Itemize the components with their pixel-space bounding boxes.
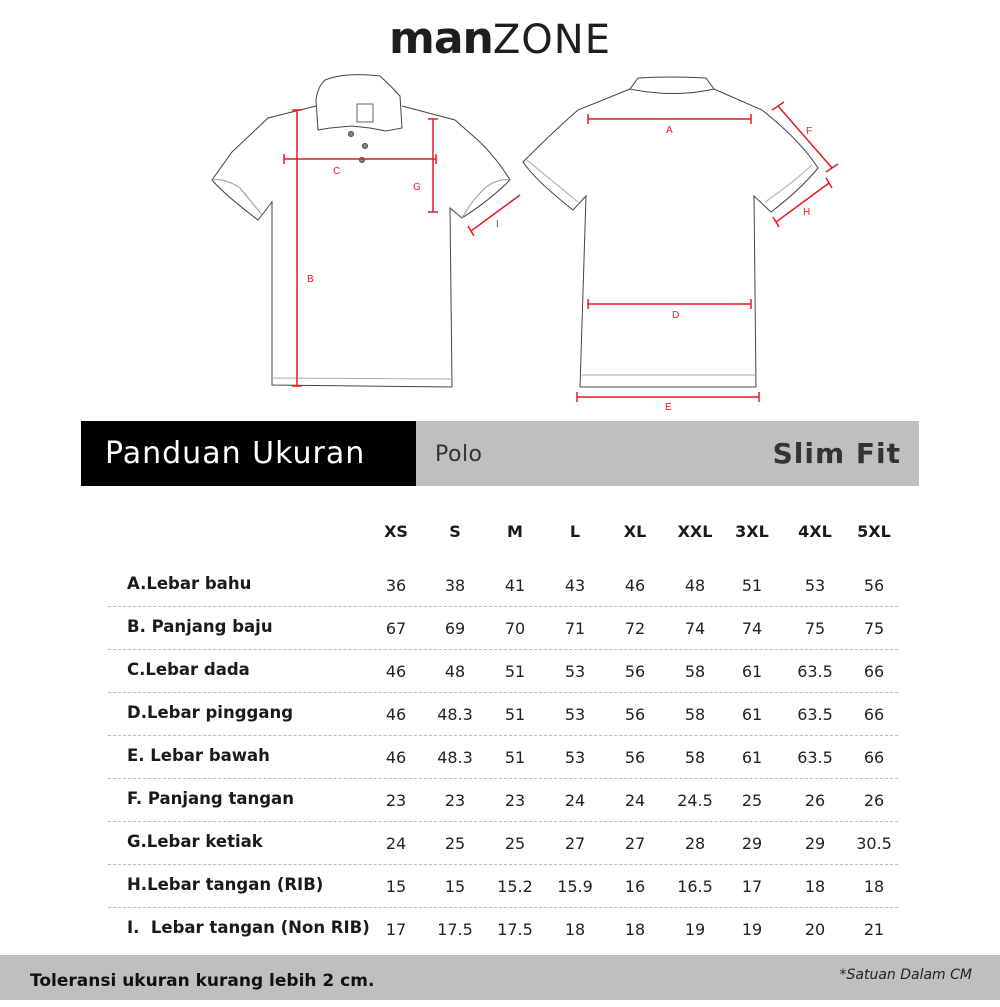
measurement-value: 29 [804,834,826,853]
measurement-value: 16 [624,877,646,896]
measurement-value: 48 [684,576,706,595]
measurement-value: 75 [804,619,826,638]
measurement-value: 17 [385,920,407,939]
tolerance-note: Toleransi ukuran kurang lebih 2 cm. [30,971,375,991]
measurement-value: 53 [564,705,586,724]
measurement-value: 30.5 [856,834,892,853]
measure-label-i: I [496,219,499,230]
measurement-value: 66 [863,705,885,724]
measurement-value: 53 [804,576,826,595]
measurement-value: 58 [684,705,706,724]
unit-note: *Satuan Dalam CM [839,967,972,983]
table-row [110,736,900,779]
measure-label-f: F [806,126,813,137]
measurement-value: 58 [684,748,706,767]
measurement-value: 18 [863,877,885,896]
measurement-value: 18 [804,877,826,896]
measurement-value: 27 [564,834,586,853]
measurement-value: 24 [564,791,586,810]
measurement-value: 61 [741,705,763,724]
brand-logo-part2: ZONE [492,17,611,63]
measurement-value: 15 [444,877,466,896]
measurement-value: 51 [504,705,526,724]
measurement-value: 23 [385,791,407,810]
measurement-value: 20 [804,920,826,939]
size-header: XXL [677,522,713,541]
measurement-value: 17.5 [437,920,473,939]
measurement-value: 74 [741,619,763,638]
measurement-value: 17 [741,877,763,896]
measure-label-a: A [666,125,673,136]
measurement-value: 48 [444,662,466,681]
measurement-value: 27 [624,834,646,853]
size-header: S [449,522,461,541]
measurement-value: 71 [564,619,586,638]
table-row [110,908,900,951]
size-header: XS [384,522,408,541]
measurement-value: 53 [564,662,586,681]
measurement-value: 26 [863,791,885,810]
measurement-value: 24 [624,791,646,810]
measurement-value: 29 [741,834,763,853]
measure-label-d: D [672,310,680,321]
measurement-label: G.Lebar ketiak [127,832,263,851]
measure-label-h: H [803,207,811,218]
measurement-value: 56 [624,705,646,724]
polo-measurement-diagram [200,65,850,415]
measurement-value: 63.5 [797,705,833,724]
measurement-value: 28 [684,834,706,853]
measurement-value: 75 [863,619,885,638]
table-row [110,822,900,865]
measurement-value: 41 [504,576,526,595]
measurement-label: D.Lebar pinggang [127,703,294,722]
footer-bar [0,955,1000,1000]
measurement-value: 25 [444,834,466,853]
measurement-value: 72 [624,619,646,638]
measurement-value: 43 [564,576,586,595]
measurement-value: 58 [684,662,706,681]
measurement-value: 63.5 [797,662,833,681]
measurement-value: 48.3 [437,748,473,767]
front-measure-lines [284,110,520,386]
measurement-value: 61 [741,662,763,681]
back-shirt-outline [523,77,818,387]
measurement-value: 18 [624,920,646,939]
table-row [110,650,900,693]
table-row [110,693,900,736]
measurement-value: 46 [385,705,407,724]
banner-title: Panduan Ukuran [81,421,416,486]
measurement-value: 17.5 [497,920,533,939]
measurement-value: 15.9 [557,877,593,896]
measurement-label: H.Lebar tangan (RIB) [127,875,324,894]
measurement-value: 15 [385,877,407,896]
table-row [110,564,900,607]
front-shirt-outline [212,75,510,387]
brand-logo-part1: man [389,13,493,64]
size-header: L [569,522,581,541]
measurement-value: 21 [863,920,885,939]
measurement-value: 48.3 [437,705,473,724]
product-type: Polo [435,442,483,467]
measurement-value: 19 [741,920,763,939]
table-row [110,607,900,650]
measurement-value: 63.5 [797,748,833,767]
fit-type: Slim Fit [772,437,901,470]
brand-logo [0,14,1000,65]
measurement-value: 66 [863,748,885,767]
table-row [110,865,900,908]
size-header: XL [623,522,647,541]
size-guide-banner [81,421,919,486]
measurement-label: C.Lebar dada [127,660,250,679]
measurement-label: F. Panjang tangan [127,789,294,808]
measurement-value: 51 [741,576,763,595]
measurement-value: 53 [564,748,586,767]
measure-label-b: B [307,274,314,285]
measurement-value: 56 [624,662,646,681]
measurement-label: B. Panjang baju [127,617,273,636]
measurement-value: 25 [741,791,763,810]
measure-label-c: C [333,166,341,177]
measurement-value: 46 [385,662,407,681]
measure-label-g: G [413,182,421,193]
back-measure-lines [577,102,838,402]
table-row [110,779,900,822]
measurement-value: 36 [385,576,407,595]
measurement-value: 19 [684,920,706,939]
size-header: 4XL [798,522,832,541]
measurement-value: 18 [564,920,586,939]
measurement-value: 69 [444,619,466,638]
measurement-value: 25 [504,834,526,853]
measurement-value: 46 [385,748,407,767]
measurement-value: 51 [504,748,526,767]
measurement-label: A.Lebar bahu [127,574,252,593]
measurement-value: 74 [684,619,706,638]
measurement-value: 61 [741,748,763,767]
size-header: 3XL [735,522,769,541]
measurement-value: 15.2 [497,877,533,896]
measurement-value: 38 [444,576,466,595]
measurement-value: 26 [804,791,826,810]
measurement-value: 24.5 [677,791,713,810]
measurement-value: 67 [385,619,407,638]
measurement-value: 56 [624,748,646,767]
measurement-value: 24 [385,834,407,853]
size-header: M [507,522,523,541]
size-header: 5XL [857,522,891,541]
measurement-value: 23 [444,791,466,810]
measure-label-e: E [665,402,672,413]
measurement-label: E. Lebar bawah [127,746,270,765]
measurement-label: I. Lebar tangan (Non RIB) [127,918,370,937]
measurement-value: 23 [504,791,526,810]
measurement-value: 51 [504,662,526,681]
measurement-value: 46 [624,576,646,595]
measurement-value: 16.5 [677,877,713,896]
measurement-value: 66 [863,662,885,681]
measurement-value: 56 [863,576,885,595]
measurement-value: 70 [504,619,526,638]
